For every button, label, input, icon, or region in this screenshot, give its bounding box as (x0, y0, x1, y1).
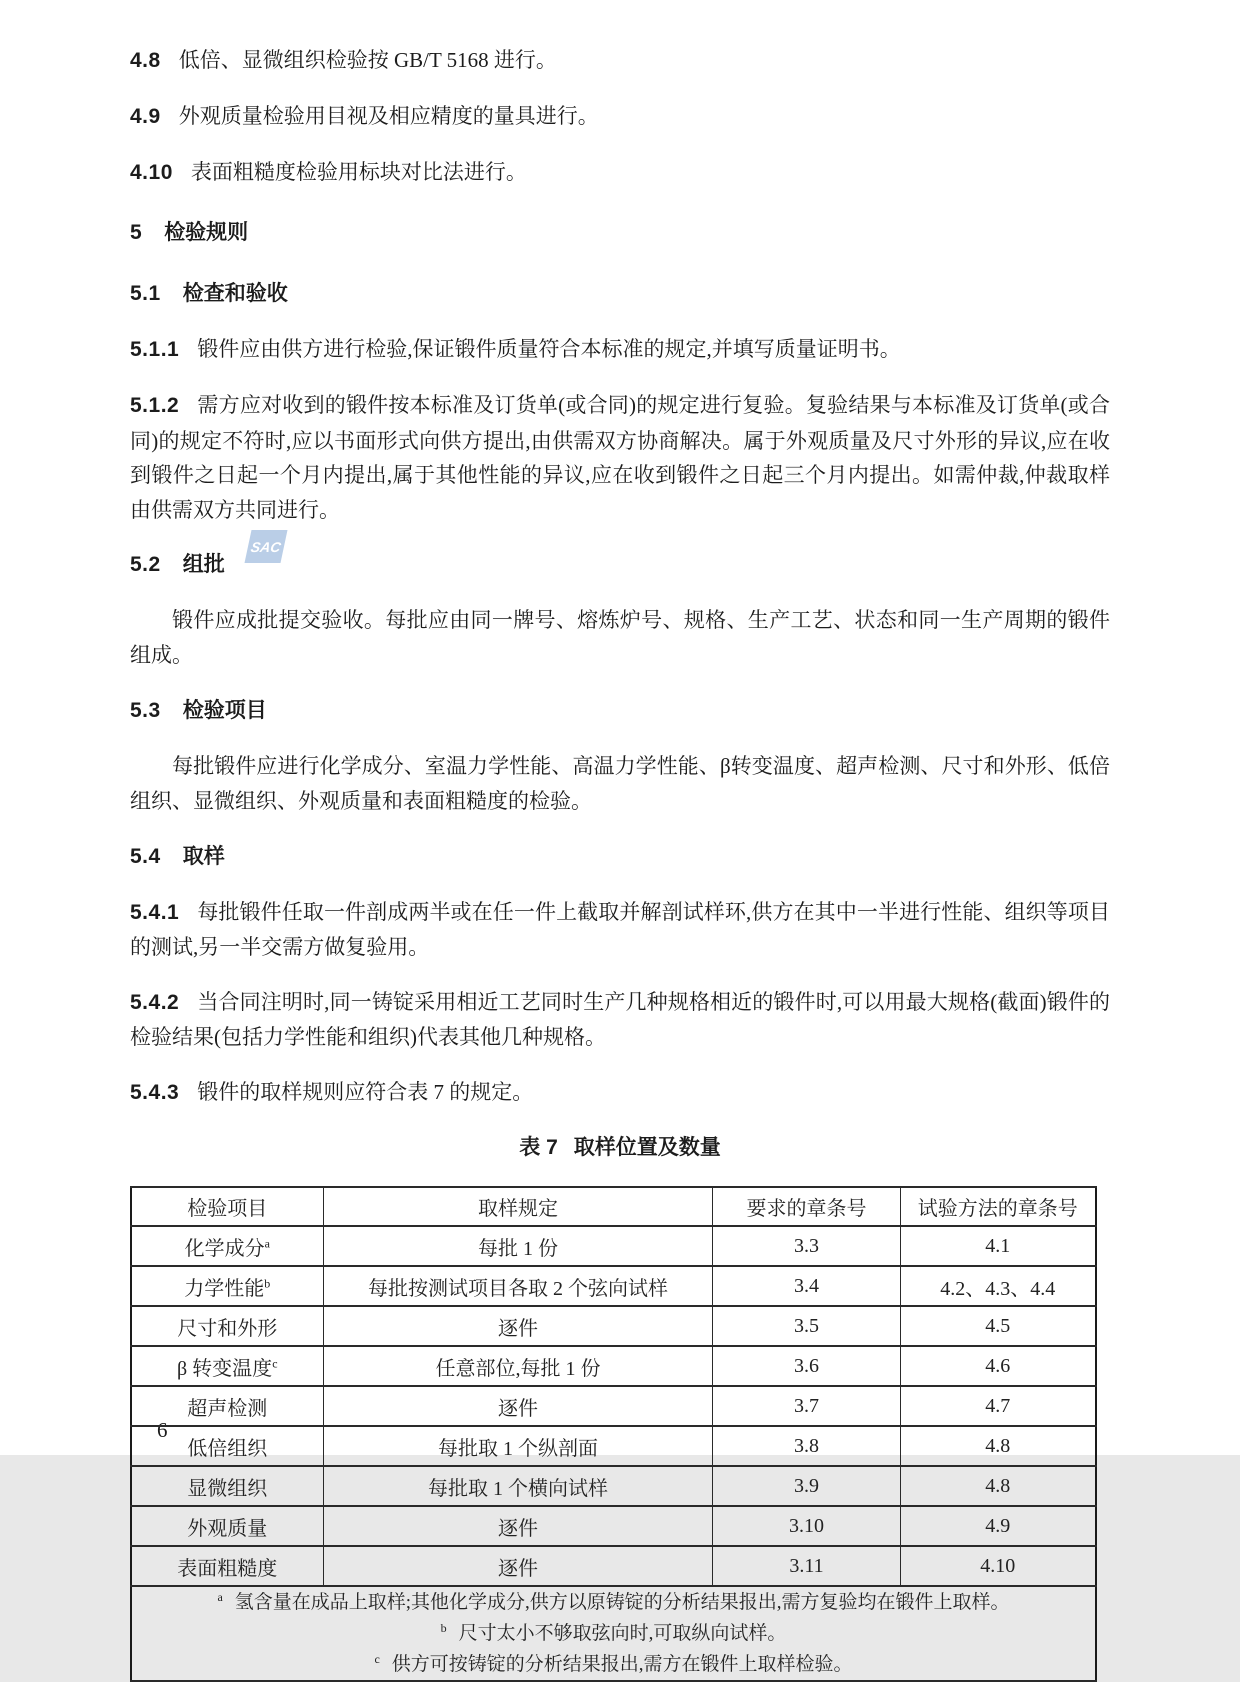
footnote-b (136, 1618, 1091, 1649)
cell-item: 外观质量 (131, 1506, 323, 1546)
cell-requirement: 3.8 (713, 1426, 900, 1466)
footnote-text: 氢含量在成品上取样;其他化学成分,供方以原铸锭的分析结果报出,需方复验均在锻件上取样。 (234, 1592, 1010, 1613)
clause-number: 5.1.2 (130, 394, 180, 417)
paragraph-5-3: 每批锻件应进行化学成分、室温力学性能、高温力学性能、β转变温度、超声检测、尺寸和外形、低倍组织、显微组织、外观质量和表面粗糙度的检验。 (130, 754, 1110, 813)
clause-number: 4.8 (130, 49, 161, 72)
table-row (131, 1506, 1096, 1546)
cell-item: 显微组织 (131, 1466, 323, 1506)
table-row (131, 1546, 1096, 1586)
cell-rule: 逐件 (323, 1546, 713, 1586)
cell-requirement: 3.6 (713, 1346, 900, 1386)
clause-text: 表面粗糙度检验用标块对比法进行。 (190, 160, 527, 184)
clause-4-10 (130, 155, 1110, 190)
heading-title: 检查和验收 (182, 282, 288, 305)
clause-4-8 (130, 43, 1110, 78)
cell-requirement: 3.3 (713, 1226, 900, 1266)
cell-method: 4.9 (900, 1506, 1096, 1546)
heading-title: 检验规则 (164, 221, 249, 244)
heading-5 (130, 216, 1110, 250)
clause-text: 需方应对收到的锻件按本标准及订货单(或合同)的规定进行复验。复验结果与本标准及订货单(或合同)的规定不符时,应以书面形式向供方提出,由供需双方协商解决。属于外观质量及尺寸外形的异议,应在收到锻件之日起一个月内提出,属于其他性能的异议,应在收到锻件之日起三个月内提出。如需仲裁,仲裁取样由供需双方共同进行。 (130, 393, 1110, 522)
heading-title: 取样 (182, 845, 225, 868)
cell-rule: 任意部位,每批 1 份 (323, 1346, 713, 1386)
footnote-c (136, 1649, 1091, 1680)
page-number: 6 (157, 1418, 168, 1442)
table-row (131, 1266, 1096, 1306)
clause-text: 外观质量检验用目视及相应精度的量具进行。 (178, 104, 599, 128)
footnote-marker: c (272, 1355, 278, 1370)
cell-requirement: 3.4 (713, 1266, 900, 1306)
heading-number: 5 (130, 221, 143, 244)
heading-number: 5.1 (130, 282, 161, 305)
cell-method: 4.10 (900, 1546, 1096, 1586)
paragraph-5-2: 锻件应成批提交验收。每批应由同一牌号、熔炼炉号、规格、生产工艺、状态和同一生产周期的锻件组成。 (130, 608, 1110, 667)
cell-method: 4.5 (900, 1306, 1096, 1346)
footnote-marker: b (440, 1620, 447, 1635)
clause-number: 4.9 (130, 105, 161, 128)
cell-requirement: 3.11 (713, 1546, 900, 1586)
heading-number: 5.4 (130, 845, 161, 868)
page-content (130, 43, 1110, 1682)
cell-item: 低倍组织 (131, 1426, 323, 1466)
heading-5-1 (130, 277, 1110, 311)
table-header-row (131, 1187, 1096, 1226)
clause-text: 锻件的取样规则应符合表 7 的规定。 (197, 1080, 534, 1104)
clause-number: 5.4.1 (130, 901, 180, 924)
footnote-marker: a (217, 1589, 223, 1604)
clause-5-1-2 (130, 388, 1110, 527)
table-row (131, 1306, 1096, 1346)
clause-text: 当合同注明时,同一铸锭采用相近工艺同时生产几种规格相近的锻件时,可以用最大规格(截面)锻件的检验结果(包括力学性能和组织)代表其他几种规格。 (130, 990, 1110, 1049)
heading-title: 组批 (182, 553, 225, 576)
clause-number: 4.10 (130, 161, 173, 184)
cell-item: 表面粗糙度 (131, 1546, 323, 1586)
col-header-method: 试验方法的章条号 (900, 1187, 1096, 1226)
clause-number: 5.4.3 (130, 1081, 180, 1104)
footnote-marker: a (264, 1235, 270, 1250)
table-footnotes (131, 1586, 1096, 1681)
cell-requirement: 3.10 (713, 1506, 900, 1546)
cell-item: 尺寸和外形 (131, 1306, 323, 1346)
table-row (131, 1346, 1096, 1386)
heading-5-3 (130, 694, 1110, 728)
cell-method: 4.8 (900, 1466, 1096, 1506)
cell-item: 化学成分$^a$ (131, 1226, 323, 1266)
cell-rule: 每批取 1 个横向试样 (323, 1466, 713, 1506)
heading-number: 5.3 (130, 699, 161, 722)
table-7-caption (130, 1131, 1110, 1165)
col-header-item: 检验项目 (131, 1187, 323, 1226)
clause-5-4-2 (130, 985, 1110, 1054)
clause-number: 5.4.2 (130, 991, 180, 1014)
heading-number: 5.2 (130, 553, 161, 576)
table-footnotes-row (131, 1586, 1096, 1681)
footnote-marker: b (264, 1275, 271, 1290)
table-caption-label: 表 7 (519, 1136, 558, 1159)
clause-text: 锻件应由供方进行检验,保证锻件质量符合本标准的规定,并填写质量证明书。 (197, 337, 901, 361)
heading-title: 检验项目 (182, 699, 267, 722)
cell-method: 4.1 (900, 1226, 1096, 1266)
sampling-table (130, 1186, 1097, 1682)
col-header-requirement: 要求的章条号 (713, 1187, 900, 1226)
footnote-marker: c (374, 1651, 380, 1666)
cell-requirement: 3.7 (713, 1386, 900, 1426)
col-header-rule: 取样规定 (323, 1187, 713, 1226)
table-row (131, 1466, 1096, 1506)
cell-method: 4.2、4.3、4.4 (900, 1266, 1096, 1306)
clause-5-4-1 (130, 895, 1110, 964)
clause-5-1-1 (130, 332, 1110, 367)
clause-text: 低倍、显微组织检验按 GB/T 5168 进行。 (178, 48, 557, 72)
clause-5-4-3 (130, 1075, 1110, 1110)
cell-rule: 逐件 (323, 1306, 713, 1346)
footnote-text: 供方可按铸锭的分析结果报出,需方在锻件上取样检验。 (391, 1654, 853, 1675)
cell-requirement: 3.5 (713, 1306, 900, 1346)
footnote-a (136, 1587, 1091, 1618)
cell-item: β 转变温度$^c$ (131, 1346, 323, 1386)
cell-rule: 每批 1 份 (323, 1226, 713, 1266)
cell-rule: 逐件 (323, 1506, 713, 1546)
heading-5-4 (130, 840, 1110, 874)
cell-method: 4.7 (900, 1386, 1096, 1426)
clause-4-9 (130, 99, 1110, 134)
cell-method: 4.6 (900, 1346, 1096, 1386)
cell-rule: 每批取 1 个纵剖面 (323, 1426, 713, 1466)
cell-item: 力学性能$^b$ (131, 1266, 323, 1306)
clause-text: 每批锻件任取一件剖成两半或在任一件上截取并解剖试样环,供方在其中一半进行性能、组织等项目的测试,另一半交需方做复验用。 (130, 900, 1110, 959)
clause-number: 5.1.1 (130, 338, 180, 361)
table-row (131, 1386, 1096, 1426)
table-caption-title: 取样位置及数量 (573, 1136, 721, 1159)
cell-requirement: 3.9 (713, 1466, 900, 1506)
table-row (131, 1226, 1096, 1266)
cell-rule: 逐件 (323, 1386, 713, 1426)
sac-watermark: SAC (244, 530, 287, 563)
heading-5-2 (130, 548, 1110, 582)
cell-item: 超声检测 (131, 1386, 323, 1426)
table-row (131, 1426, 1096, 1466)
cell-method: 4.8 (900, 1426, 1096, 1466)
cell-rule: 每批按测试项目各取 2 个弦向试样 (323, 1266, 713, 1306)
footnote-text: 尺寸太小不够取弦向时,可取纵向试样。 (458, 1623, 787, 1644)
